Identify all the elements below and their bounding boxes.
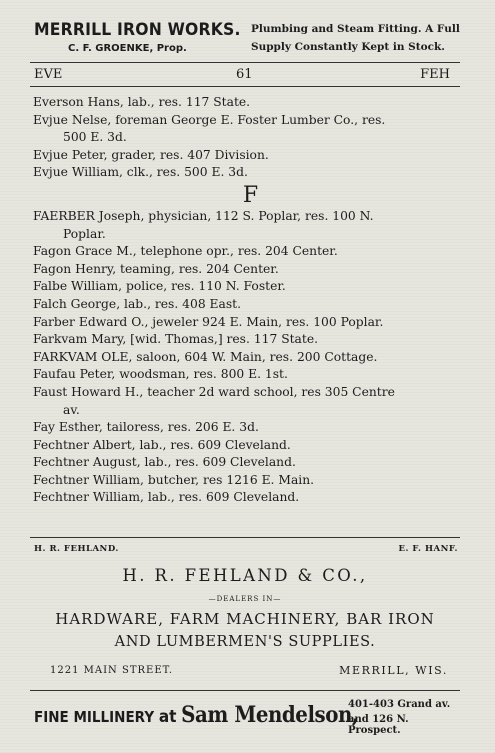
footer-address-1: 401-403 Grand av. bbox=[348, 699, 451, 710]
goods-line-1: HARDWARE, FARM MACHINERY, BAR IRON bbox=[55, 610, 435, 628]
goods-line-2: AND LUMBERMEN'S SUPPLIES. bbox=[114, 634, 376, 650]
directory-entry bbox=[33, 296, 458, 314]
top-advertisement bbox=[30, 18, 460, 58]
directory-entry bbox=[33, 472, 458, 490]
entry-text: Farkvam Mary, [wid. Thomas,] res. 117 State. bbox=[33, 332, 319, 347]
firm-city: MERRILL, WIS. bbox=[339, 664, 448, 677]
directory-entry bbox=[33, 208, 458, 243]
ad-tagline-1: Plumbing and Steam Fitting. A Full bbox=[251, 23, 460, 35]
directory-entry bbox=[33, 419, 458, 437]
directory-entry bbox=[33, 454, 458, 472]
directory-entry bbox=[33, 489, 458, 507]
directory-entry bbox=[33, 349, 458, 367]
entry-text: Falbe William, police, res. 110 N. Foster. bbox=[33, 279, 286, 294]
firm-name: H. R. FEHLAND & CO., bbox=[122, 566, 368, 585]
ad-rule-bottom bbox=[30, 690, 460, 691]
entries-f bbox=[33, 208, 458, 507]
entry-text: Fechtner August, lab., res. 609 Cleveland. bbox=[33, 455, 296, 470]
entry-text: FAERBER Joseph, physician, 112 S. Poplar, res. 100 N. bbox=[33, 208, 374, 223]
directory-entry bbox=[33, 164, 458, 182]
entry-text: Evjue Nelse, foreman George E. Foster Lumber Co., res. bbox=[33, 112, 386, 127]
entry-text: Fechtner Albert, lab., res. 609 Cleveland. bbox=[33, 437, 291, 452]
entry-text: Farber Edward O., jeweler 924 E. Main, res. 100 Poplar. bbox=[33, 314, 384, 329]
header-rule-bottom bbox=[30, 86, 460, 87]
directory-entry bbox=[33, 314, 458, 332]
entry-continuation: av. bbox=[63, 402, 80, 417]
page-number: 61 bbox=[236, 67, 253, 82]
directory-entry bbox=[33, 112, 458, 147]
section-letter: F bbox=[242, 182, 259, 208]
ad-proprietor: C. F. GROENKE, Prop. bbox=[68, 43, 187, 54]
firm-address: 1221 MAIN STREET. bbox=[50, 665, 173, 676]
footer-advertisement bbox=[30, 694, 460, 734]
directory-entry bbox=[33, 147, 458, 165]
directory-entry bbox=[33, 243, 458, 261]
header-rule-top bbox=[30, 62, 460, 63]
running-head-right: FEH bbox=[420, 67, 450, 82]
ad-title: MERRILL IRON WORKS. bbox=[34, 20, 241, 40]
entry-text: Evjue William, clk., res. 500 E. 3d. bbox=[33, 165, 248, 180]
directory-entry bbox=[33, 331, 458, 349]
directory-entry bbox=[33, 437, 458, 455]
entry-text: Evjue Peter, grader, res. 407 Division. bbox=[33, 147, 269, 162]
directory-entry bbox=[33, 94, 458, 112]
entry-text: Fagon Henry, teaming, res. 204 Center. bbox=[33, 261, 279, 276]
partner-left: H. R. FEHLAND. bbox=[34, 544, 119, 554]
entry-text: FARKVAM OLE, saloon, 604 W. Main, res. 200 Cottage. bbox=[33, 349, 378, 364]
partner-right: E. F. HANF. bbox=[398, 544, 458, 554]
footer-merchant: Sam Mendelson, bbox=[181, 702, 359, 728]
directory-entry bbox=[33, 261, 458, 279]
footer-lead: FINE MILLINERY bbox=[34, 708, 155, 726]
ad-rule-top bbox=[30, 537, 460, 538]
entry-text: Falch George, lab., res. 408 East. bbox=[33, 296, 242, 311]
footer-address-2: and 126 N. Prospect. bbox=[348, 714, 409, 736]
running-head-left: EVE bbox=[34, 67, 63, 82]
entries-e bbox=[33, 94, 458, 182]
entry-continuation: 500 E. 3d. bbox=[63, 130, 127, 145]
entry-text: Faust Howard H., teacher 2d ward school, res 305 Centre bbox=[33, 384, 395, 399]
fehland-advertisement bbox=[30, 540, 460, 690]
entry-text: Faufau Peter, woodsman, res. 800 E. 1st. bbox=[33, 367, 288, 382]
entry-text: Fay Esther, tailoress, res. 206 E. 3d. bbox=[33, 420, 259, 435]
directory-entry bbox=[33, 384, 458, 419]
ad-tagline-2: Supply Constantly Kept in Stock. bbox=[251, 41, 445, 53]
directory-entry bbox=[33, 366, 458, 384]
dealers-in: —DEALERS IN— bbox=[208, 595, 282, 603]
footer-main bbox=[34, 702, 358, 728]
entry-text: Fagon Grace M., telephone opr., res. 204 Center. bbox=[33, 244, 338, 259]
entry-text: Everson Hans, lab., res. 117 State. bbox=[33, 95, 251, 109]
entry-text: Fechtner William, lab., res. 609 Cleveland. bbox=[33, 490, 300, 505]
directory-entries bbox=[33, 94, 458, 507]
entry-text: Fechtner William, butcher, res 1216 E. Main. bbox=[33, 472, 315, 487]
footer-at: at bbox=[158, 707, 177, 727]
entry-continuation: Poplar. bbox=[63, 226, 106, 241]
directory-entry bbox=[33, 278, 458, 296]
running-head bbox=[30, 67, 450, 83]
